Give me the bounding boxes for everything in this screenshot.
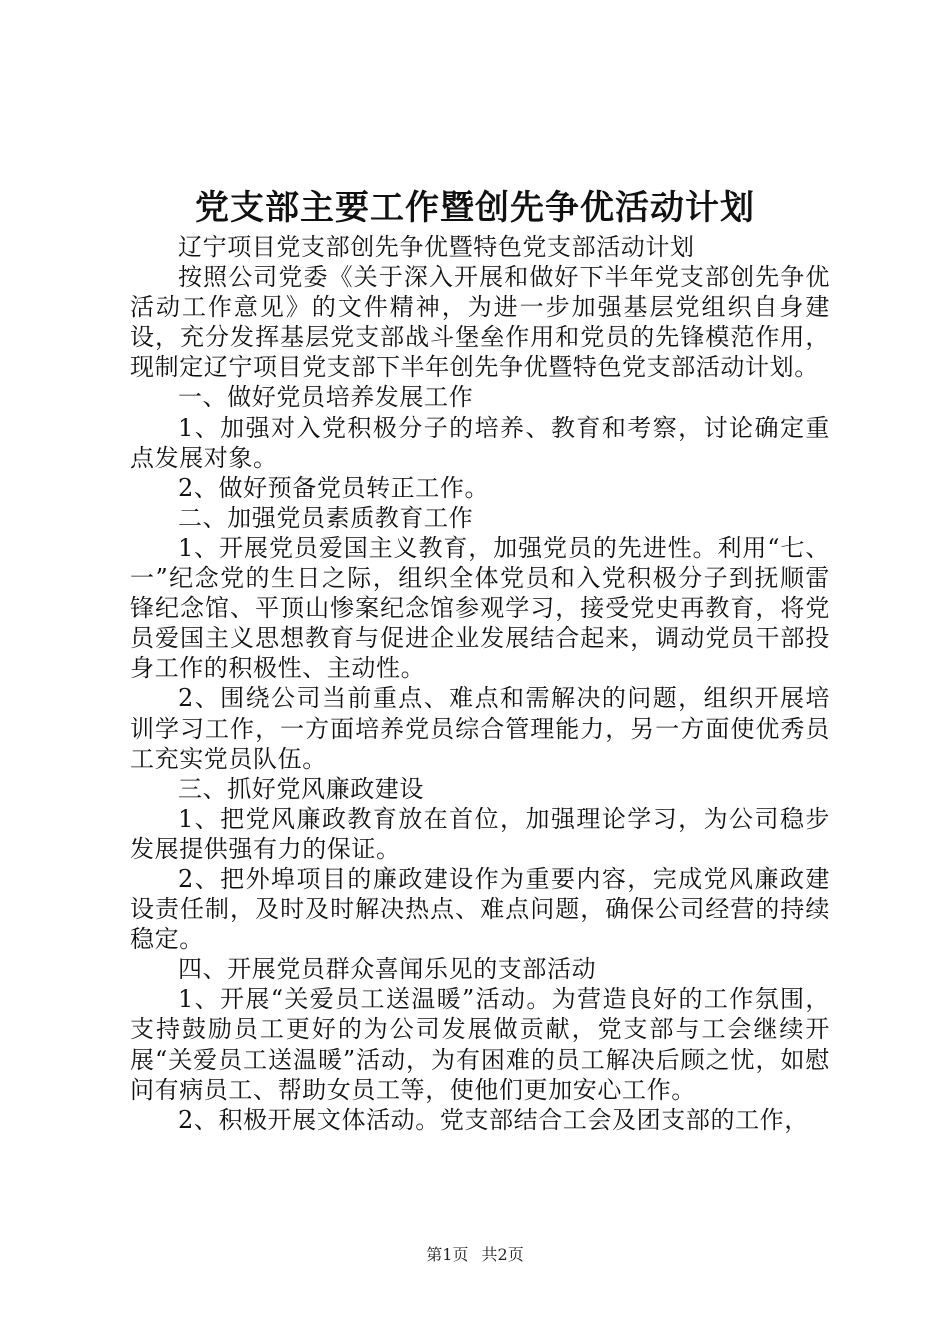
subtitle-paragraph: 辽宁项目党支部创先争优暨特色党支部活动计划: [178, 233, 695, 261]
page-total: 共2页: [481, 1245, 524, 1264]
page-footer: [0, 1243, 950, 1267]
section-1-item-1: 1、加强对入党积极分子的培养、教育和考察，讨论确定重点发展对象。: [130, 413, 830, 472]
intro-paragraph: 按照公司党委《关于深入开展和做好下半年党支部创先争优活动工作意见》的文件精神，为进一步加强基层党组织自身建设，充分发挥基层党支部战斗堡垒作用和党员的先锋模范作用，现制定辽宁项目党支部下半年创先争优暨特色党支部活动计划。: [130, 263, 830, 382]
section-3-item-2: 2、把外埠项目的廉政建设作为重要内容，完成党风廉政建设责任制，及时及时解决热点、难点问题，确保公司经营的持续稳定。: [130, 864, 830, 954]
section-1-item-2: 2、做好预备党员转正工作。: [178, 473, 490, 502]
document-body: [130, 232, 830, 1135]
section-heading-4: 四、开展党员群众喜闻乐见的支部活动: [178, 955, 597, 984]
section-4-item-2: 2、积极开展文体活动。党支部结合工会及团支部的工作，: [178, 1105, 809, 1134]
document-title: 党支部主要工作暨创先争优活动计划: [195, 188, 755, 228]
section-heading-1: 一、做好党员培养发展工作: [178, 383, 474, 412]
section-2-item-1: 1、开展党员爱国主义教育，加强党员的先进性。利用“七、一”纪念党的生日之际，组织全体党员和入党积极分子到抚顺雷锋纪念馆、平顶山惨案纪念馆参观学习，接受党史再教育，将党员爱国主义思想教育与促进企业发展结合起来，调动党员干部投身工作的积极性、主动性。: [130, 533, 830, 683]
section-heading-2: 二、加强党员素质教育工作: [178, 503, 474, 532]
section-3-item-1: 1、把党风廉政教育放在首位，加强理论学习，为公司稳步发展提供强有力的保证。: [130, 804, 830, 863]
section-2-item-2: 2、围绕公司当前重点、难点和需解决的问题，组织开展培训学习工作，一方面培养党员综合管理能力，另一方面使优秀员工充实党员队伍。: [130, 684, 830, 773]
section-heading-3: 三、抓好党风廉政建设: [178, 774, 424, 803]
page-number: 第1页: [426, 1245, 469, 1264]
section-4-item-1: 1、开展“关爱员工送温暖”活动。为营造良好的工作氛围，支持鼓励员工更好的为公司发展做贡献，党支部与工会继续开展“关爱员工送温暖”活动，为有困难的员工解决后顾之忧，如慰问有病员工、帮助女员工等，使他们更加安心工作。: [130, 985, 830, 1104]
